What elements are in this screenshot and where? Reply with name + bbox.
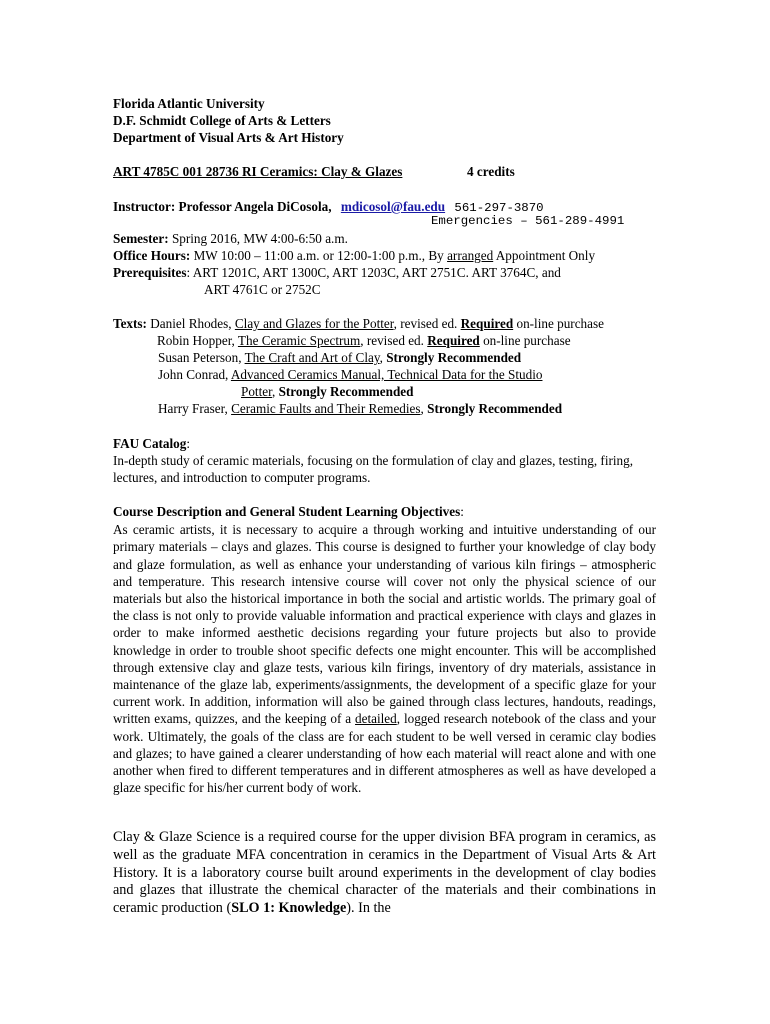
semester-line bbox=[113, 230, 656, 247]
office-hours-suffix: Appointment Only bbox=[493, 248, 596, 263]
text-item bbox=[158, 349, 701, 366]
text-title: The Ceramic Spectrum bbox=[237, 333, 361, 348]
text-sep: , bbox=[379, 350, 387, 365]
instructor-email-link[interactable]: mdicosol@fau.edu bbox=[340, 199, 446, 214]
text-author: Susan Peterson, bbox=[158, 350, 245, 365]
description-colon: : bbox=[460, 504, 464, 519]
text-note: on-line purchase bbox=[513, 316, 604, 331]
description-heading: Course Description and General Student Learning Objectives bbox=[113, 504, 461, 519]
text-item-continued bbox=[241, 383, 770, 400]
text-item bbox=[158, 366, 701, 383]
text-edition: , revised ed. bbox=[360, 333, 428, 348]
course-title-line bbox=[113, 163, 656, 180]
description-section bbox=[113, 503, 656, 796]
text-sep: , bbox=[271, 384, 279, 399]
office-hours-line bbox=[113, 247, 656, 264]
text-edition: , revised ed. bbox=[393, 316, 461, 331]
text-status: Strongly Recommended bbox=[278, 384, 414, 399]
description-text-end: , logged research notebook of the class and your work. Ultimately, the goals of the class are for each student to be well versed in ceramic clay bodies and glazes; to have gained a clearer understanding of how each material will react alone and with one another when fired to different temperatures and in different atmospheres as well as have developed a glaze specific for his/her current body of work. bbox=[113, 711, 656, 796]
office-hours-value: MW 10:00 – 11:00 a.m. or 12:00-1:00 p.m., By bbox=[190, 248, 448, 263]
description-text: As ceramic artists, it is necessary to acquire a through working and intuitive understanding of our primary materials – clays and glazes. This course is designed to further your knowledge of clay body and glaze formulation, as well as enhance your understanding of various kiln firings – atmospheric and temperature. This research intensive course will cover not only the physical science of our materials but also the historical importance in both the social and artistic worlds. The primary goal of the class is not only to provide valuable information and practical experience with clays and glazes in order to make informed aesthetic decisions regarding your future projects but also to provide knowledge in order to trouble shoot specific defects one might encounter. This will be accomplished through extensive clay and glaze tests, various kiln firings, inventory of dry materials, assistance in maintenance of the glaze lab, experiments/assignments, the development of a specific glaze for your current work. In addition, information will also be gained through class lectures, handouts, readings, written exams, quizzes, and the keeping of a bbox=[113, 522, 656, 727]
office-hours-arranged: arranged bbox=[447, 248, 494, 263]
office-hours-label: Office Hours: bbox=[113, 248, 191, 263]
college-name: D.F. Schmidt College of Arts & Letters bbox=[113, 113, 331, 129]
text-status: Strongly Recommended bbox=[427, 401, 563, 416]
text-sep: , bbox=[420, 401, 428, 416]
department-name: Department of Visual Arts & Art History bbox=[113, 130, 344, 146]
text-status: Required bbox=[460, 316, 514, 331]
catalog-colon: : bbox=[186, 436, 191, 451]
prerequisites-label: Prerequisites bbox=[113, 265, 187, 280]
prerequisites-line bbox=[113, 264, 656, 281]
description-body bbox=[113, 521, 656, 796]
catalog-heading: FAU Catalog bbox=[113, 436, 187, 451]
text-item bbox=[113, 315, 656, 332]
text-author: Daniel Rhodes, bbox=[146, 316, 235, 331]
instructor-phone: 561-297-3870 bbox=[454, 201, 544, 215]
text-status: Strongly Recommended bbox=[386, 350, 522, 365]
prerequisites-line-2: ART 4761C or 2752C bbox=[204, 282, 321, 297]
text-item bbox=[158, 400, 701, 417]
science-text-end: ). In the bbox=[346, 900, 391, 917]
science-text: Clay & Glaze Science is a required course for the upper division BFA program in ceramics, as well as the graduate MFA concentration in ceramics in the Department of Visual Arts & Art History. It is a laboratory course built around experiments in the development of clay bodies and glazes that illustrate the chemical character of the materials and their combinations in ceramic production ( bbox=[113, 829, 656, 917]
instructor-label: Instructor: Professor Angela DiCosola, bbox=[113, 199, 332, 214]
prerequisites-list: : ART 1201C, ART 1300C, ART 1203C, ART 2751C. ART 3764C, and bbox=[186, 265, 561, 280]
text-author: Harry Fraser, bbox=[158, 401, 232, 416]
university-name: Florida Atlantic University bbox=[113, 96, 265, 111]
emergency-phone: Emergencies – 561-289-4991 bbox=[431, 214, 625, 228]
description-detailed: detailed bbox=[355, 711, 397, 727]
semester-value: Spring 2016, MW 4:00-6:50 a.m. bbox=[168, 231, 348, 246]
text-note: on-line purchase bbox=[479, 333, 571, 348]
text-title: Advanced Ceramics Manual, Technical Data for the Studio bbox=[230, 367, 543, 382]
texts-label: Texts: bbox=[113, 316, 147, 331]
semester-label: Semester: bbox=[113, 231, 169, 246]
text-title: Clay and Glazes for the Potter bbox=[234, 316, 394, 331]
science-section bbox=[113, 829, 656, 918]
course-credits: 4 credits bbox=[467, 164, 515, 179]
text-title: Ceramic Faults and Their Remedies bbox=[231, 401, 421, 416]
slo-label: SLO 1: Knowledge bbox=[231, 900, 347, 917]
text-item bbox=[157, 332, 700, 349]
catalog-body: In-depth study of ceramic materials, focusing on the formulation of clay and glazes, testing, firing, lectures, and introduction to computer programs. bbox=[113, 453, 634, 486]
text-title: Potter bbox=[241, 384, 272, 399]
science-body bbox=[113, 829, 656, 918]
course-title: ART 4785C 001 28736 RI Ceramics: Clay & Glazes bbox=[113, 164, 403, 179]
text-title: The Craft and Art of Clay bbox=[244, 350, 380, 365]
catalog-section bbox=[113, 435, 656, 487]
institution-header bbox=[113, 95, 656, 147]
text-status: Required bbox=[427, 333, 480, 348]
text-author: John Conrad, bbox=[158, 367, 231, 382]
text-author: Robin Hopper, bbox=[157, 333, 238, 348]
